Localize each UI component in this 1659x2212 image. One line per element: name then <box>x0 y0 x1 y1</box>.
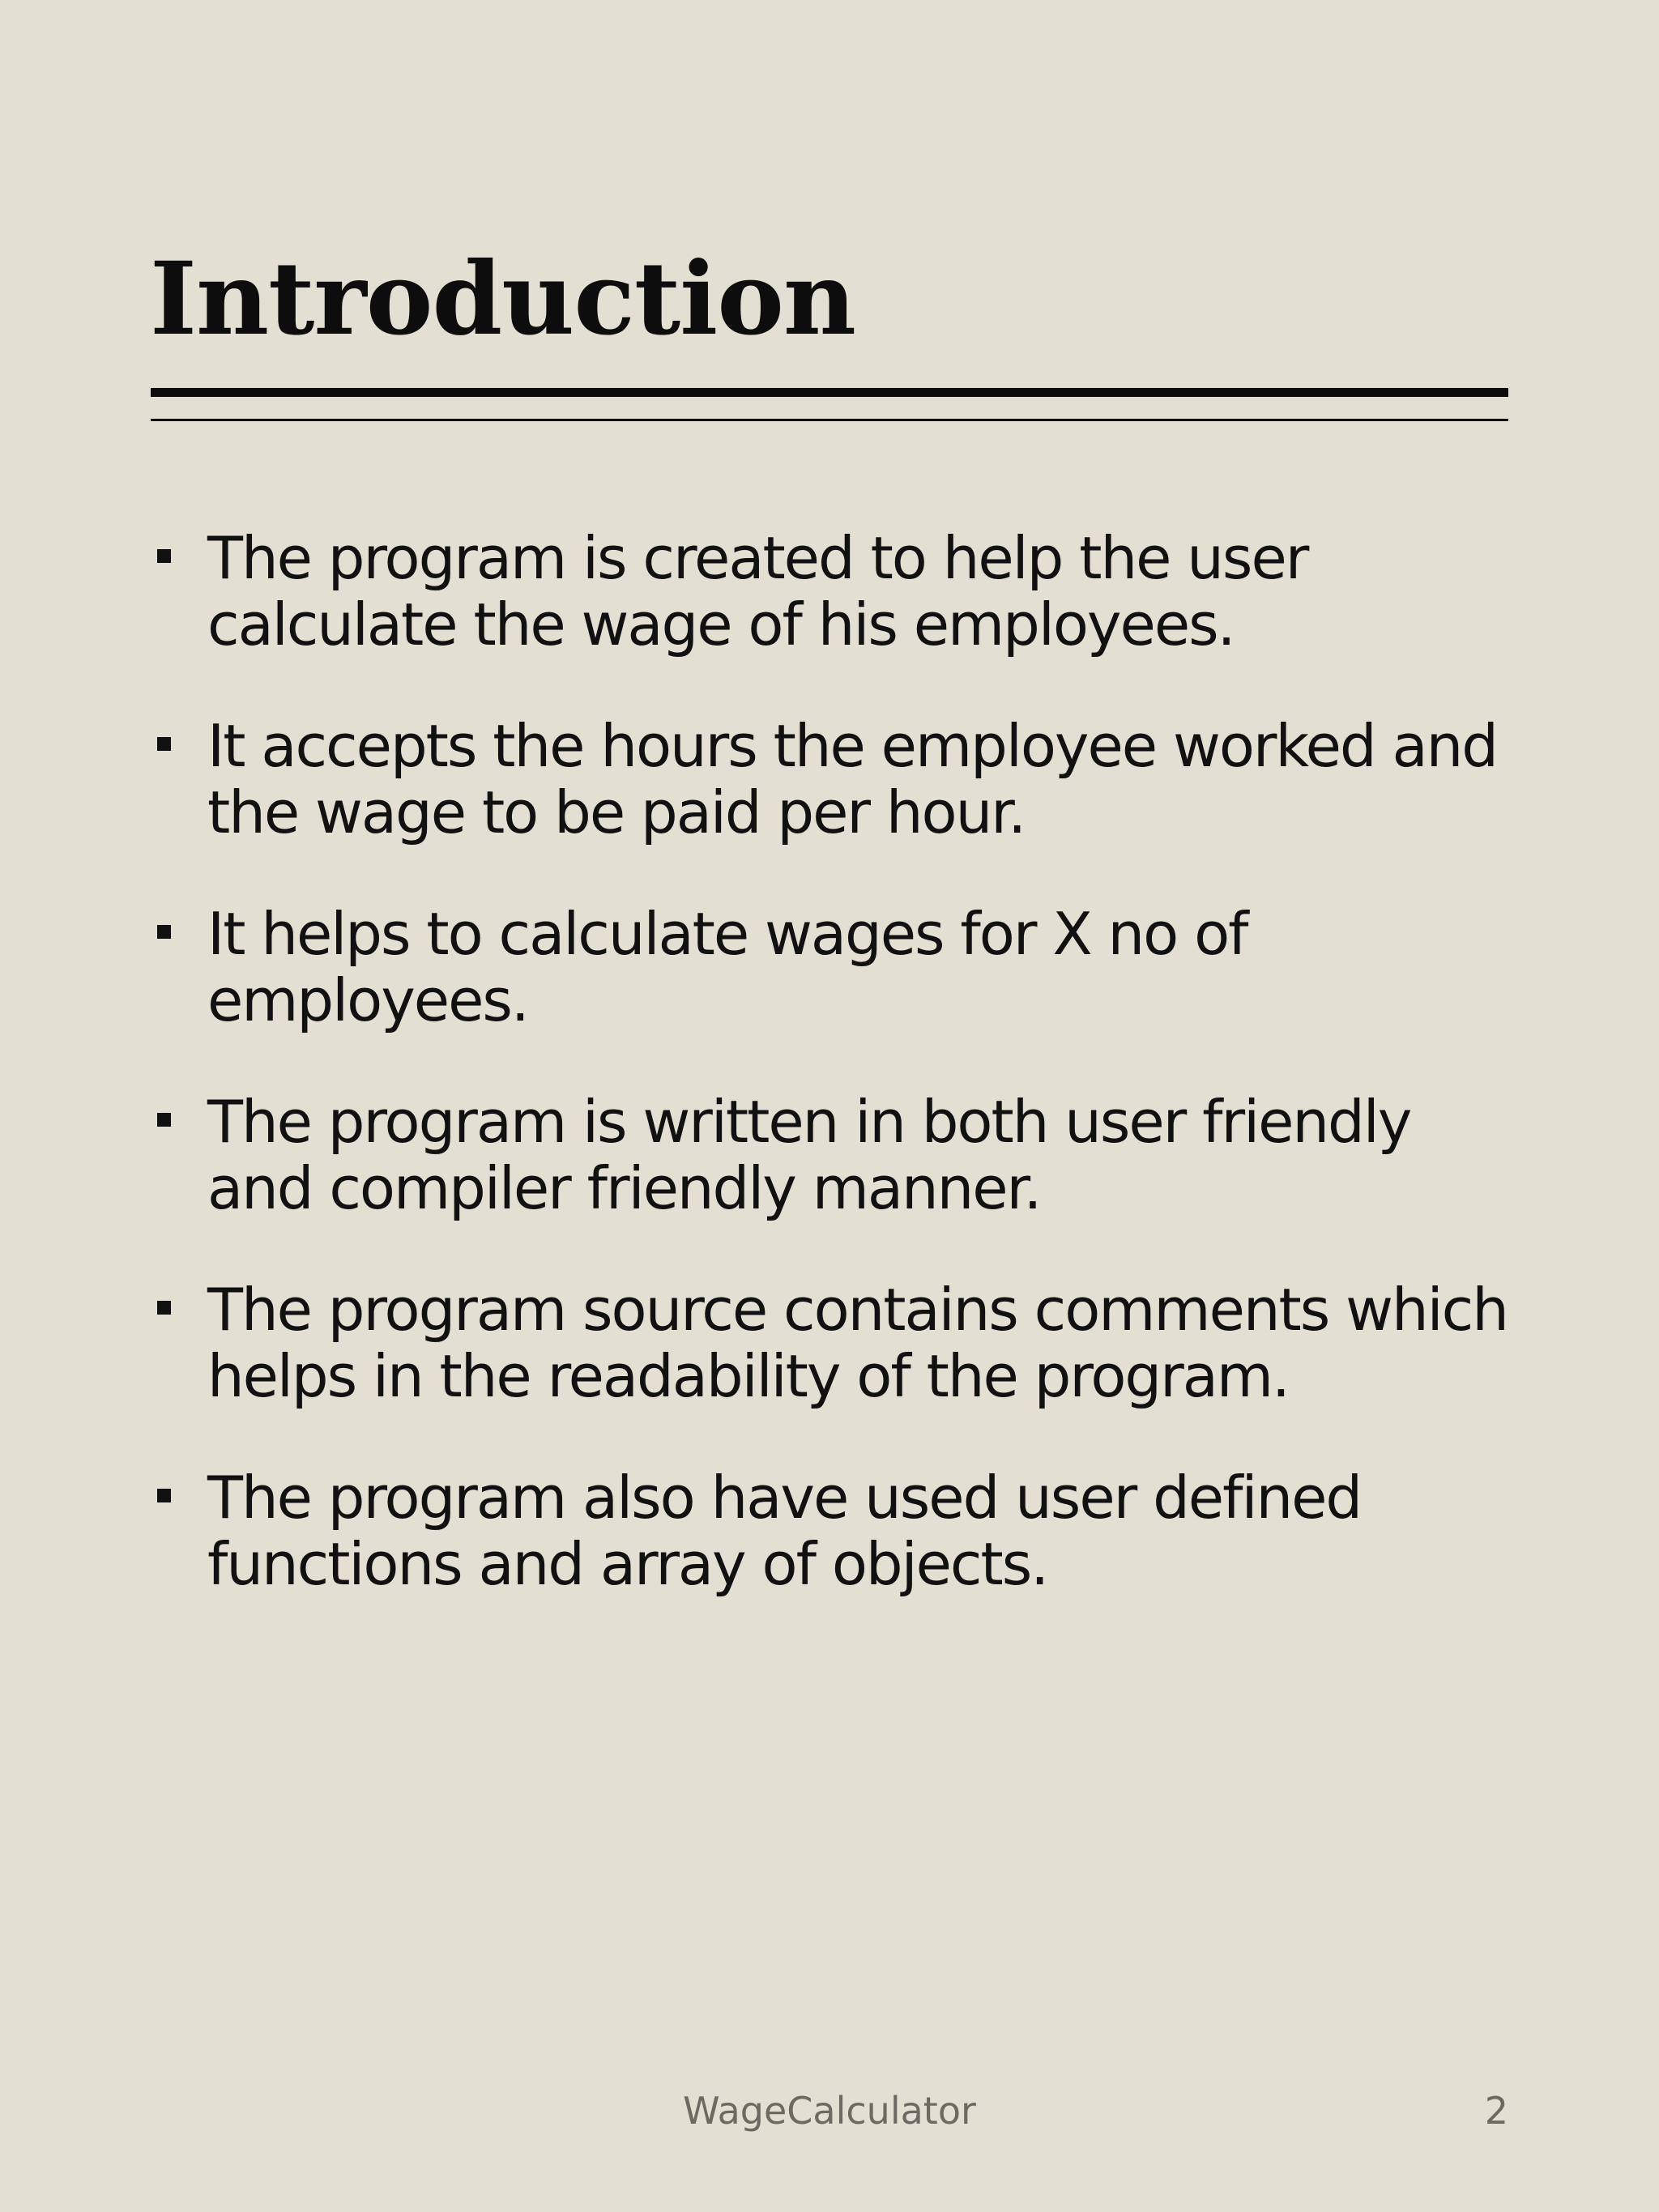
bullet-text: The program is written in both user friendly and compiler friendly manner. <box>207 1088 1411 1222</box>
bullet-item <box>151 901 1544 1089</box>
bullet-item <box>151 713 1544 901</box>
bullet-text: The program also have used user defined functions and array of objects. <box>207 1464 1362 1598</box>
square-bullet-icon <box>157 1489 171 1502</box>
footer-text: WageCalculator <box>683 2089 976 2133</box>
bullet-item <box>151 1089 1544 1276</box>
slide-title: Introduction <box>150 241 856 358</box>
bullet-text: The program is created to help the user calculate the wage of his employees. <box>207 524 1308 658</box>
bullet-text: It accepts the hours the employee worked and the wage to be paid per hour. <box>207 712 1497 846</box>
title-rule-thick <box>151 388 1508 397</box>
square-bullet-icon <box>157 1113 171 1127</box>
square-bullet-icon <box>157 737 171 751</box>
square-bullet-icon <box>157 925 171 939</box>
bullet-item <box>151 1276 1544 1464</box>
bullet-text: It helps to calculate wages for X no of employees. <box>207 900 1247 1034</box>
title-rule-thin <box>151 419 1508 421</box>
bullet-list <box>151 525 1544 1652</box>
bullet-item <box>151 1464 1544 1652</box>
page-number: 2 <box>1484 2089 1508 2133</box>
bullet-text: The program source contains comments which helps in the readability of the program. <box>207 1276 1508 1410</box>
bullet-item <box>151 525 1544 713</box>
square-bullet-icon <box>157 549 171 563</box>
square-bullet-icon <box>157 1301 171 1315</box>
